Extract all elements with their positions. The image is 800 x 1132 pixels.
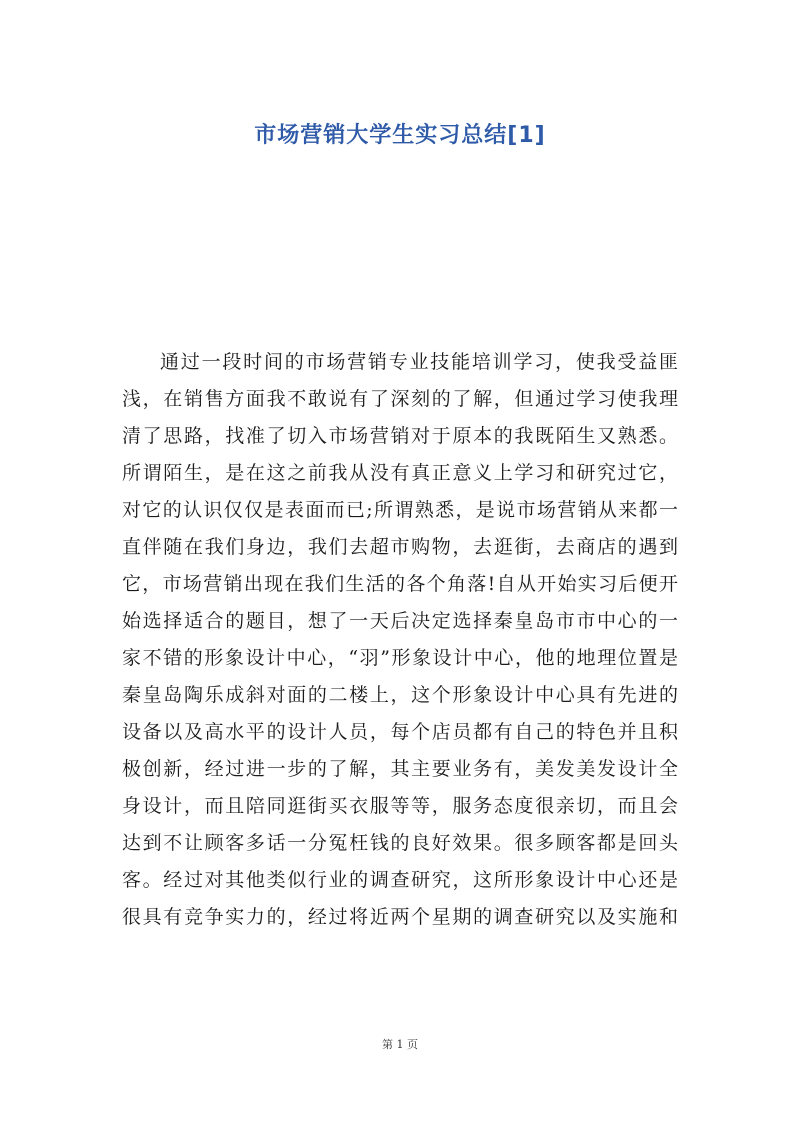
body-paragraph <box>122 344 678 936</box>
text-line: 它，市场营销出现在我们生活的各个角落!自从开始实习后便开 <box>122 573 678 595</box>
text-line: 通过一段时间的市场营销专业技能培训学习，使我受益匪 <box>160 351 678 373</box>
text-line: 对它的认识仅仅是表面而已;所谓熟悉，是说市场营销从来都一 <box>122 499 678 521</box>
text-line: 所谓陌生，是在这之前我从没有真正意义上学习和研究过它， <box>122 462 678 484</box>
text-line: 身设计，而且陪同逛街买衣服等等，服务态度很亲切，而且会 <box>122 795 678 817</box>
document-title: 市场营销大学生实习总结[1] <box>254 123 546 148</box>
text-line: 浅，在销售方面我不敢说有了深刻的了解，但通过学习使我理 <box>122 388 678 410</box>
page-number: 第 1 页 <box>382 1038 418 1051</box>
text-line: 清了思路，找准了切入市场营销对于原本的我既陌生又熟悉。 <box>122 425 678 447</box>
text-line: 始选择适合的题目，想了一天后决定选择秦皇岛市市中心的一 <box>122 610 678 632</box>
text-line: 家不错的形象设计中心，“羽”形象设计中心，他的地理位置是 <box>122 647 678 669</box>
text-line: 设备以及高水平的设计人员，每个店员都有自己的特色并且积 <box>122 721 678 743</box>
text-line: 直伴随在我们身边，我们去超市购物，去逛街，去商店的遇到 <box>122 536 678 558</box>
text-line: 秦皇岛陶乐成斜对面的二楼上，这个形象设计中心具有先进的 <box>122 684 678 706</box>
text-line: 达到不让顾客多话一分冤枉钱的良好效果。很多顾客都是回头 <box>122 832 678 854</box>
text-line: 极创新，经过进一步的了解，其主要业务有，美发美发设计全 <box>122 758 678 780</box>
text-line: 客。经过对其他类似行业的调查研究，这所形象设计中心还是 <box>122 869 678 891</box>
text-line: 很具有竞争实力的，经过将近两个星期的调查研究以及实施和 <box>122 906 678 928</box>
